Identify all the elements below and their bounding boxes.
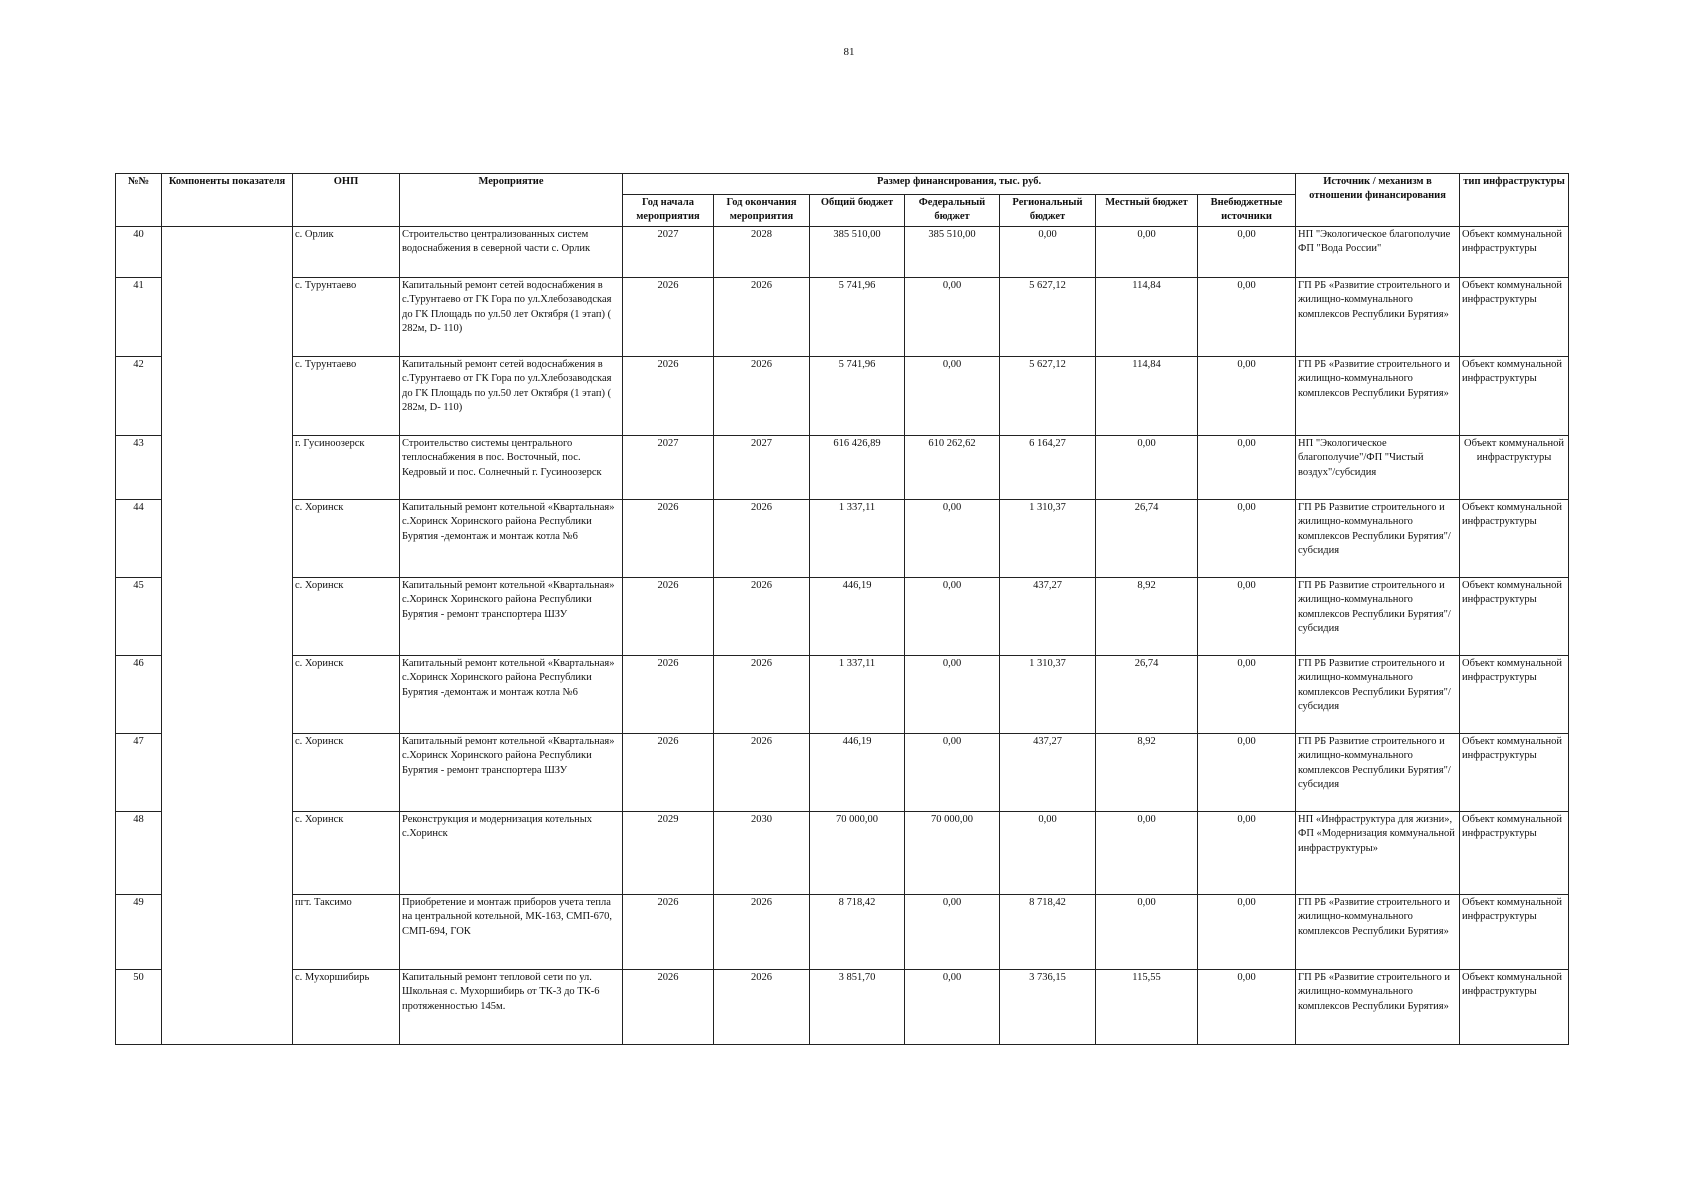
cell-num: 49	[116, 895, 162, 970]
cell-year-start: 2026	[623, 656, 714, 734]
header-federal: Федеральный бюджет	[905, 195, 1000, 227]
cell-source: ГП РБ «Развитие строительного и жилищно-коммунального комплексов Республики Бурятия»	[1296, 278, 1460, 357]
cell-onp: с. Орлик	[293, 227, 400, 278]
table-row	[116, 436, 1569, 500]
table-row	[116, 656, 1569, 734]
cell-num: 45	[116, 578, 162, 656]
cell-onp: с. Хоринск	[293, 734, 400, 812]
financing-table	[115, 173, 1569, 1045]
cell-total: 616 426,89	[810, 436, 905, 500]
cell-extra: 0,00	[1198, 436, 1296, 500]
cell-onp: с. Турунтаево	[293, 278, 400, 357]
header-year-end: Год окончания мероприятия	[714, 195, 810, 227]
cell-local: 114,84	[1096, 357, 1198, 436]
cell-onp: с. Турунтаево	[293, 357, 400, 436]
header-num: №№	[116, 174, 162, 227]
page-number: 81	[843, 46, 855, 58]
cell-year-end: 2026	[714, 278, 810, 357]
header-financing: Размер финансирования, тыс. руб.	[623, 174, 1296, 195]
cell-year-start: 2026	[623, 970, 714, 1045]
cell-event: Капитальный ремонт сетей водоснабжения в с.Турунтаево от ГК Гора по ул.Хлебозаводская до ГК Площадь по ул.50 лет Октября (1 этап) ( 282м, D- 110)	[400, 357, 623, 436]
cell-total: 5 741,96	[810, 278, 905, 357]
cell-year-start: 2029	[623, 812, 714, 895]
cell-regional: 3 736,15	[1000, 970, 1096, 1045]
cell-source: ГП РБ Развитие строительного и жилищно-коммунального комплексов Республики Бурятия"/субсидия	[1296, 578, 1460, 656]
cell-federal: 0,00	[905, 278, 1000, 357]
cell-total: 446,19	[810, 578, 905, 656]
cell-regional: 8 718,42	[1000, 895, 1096, 970]
cell-local: 0,00	[1096, 895, 1198, 970]
cell-extra: 0,00	[1198, 278, 1296, 357]
cell-num: 46	[116, 656, 162, 734]
cell-year-end: 2027	[714, 436, 810, 500]
header-component: Компоненты показателя	[162, 174, 293, 227]
cell-regional: 1 310,37	[1000, 500, 1096, 578]
cell-infra: Объект коммунальной инфраструктуры	[1460, 895, 1569, 970]
cell-onp: с. Хоринск	[293, 578, 400, 656]
cell-year-end: 2028	[714, 227, 810, 278]
cell-source: НП «Инфраструктура для жизни», ФП «Модернизация коммунальной инфраструктуры»	[1296, 812, 1460, 895]
cell-local: 26,74	[1096, 500, 1198, 578]
cell-total: 385 510,00	[810, 227, 905, 278]
cell-infra: Объект коммунальной инфраструктуры	[1460, 734, 1569, 812]
cell-onp: с. Хоринск	[293, 500, 400, 578]
cell-year-start: 2026	[623, 357, 714, 436]
cell-regional: 0,00	[1000, 227, 1096, 278]
cell-infra: Объект коммунальной инфраструктуры	[1460, 436, 1569, 500]
header-total: Общий бюджет	[810, 195, 905, 227]
table-row	[116, 278, 1569, 357]
table-row	[116, 970, 1569, 1045]
cell-regional: 5 627,12	[1000, 278, 1096, 357]
cell-component	[162, 227, 293, 1045]
cell-infra: Объект коммунальной инфраструктуры	[1460, 656, 1569, 734]
cell-onp: с. Мухоршибирь	[293, 970, 400, 1045]
cell-event: Капитальный ремонт котельной «Квартальная» с.Хоринск Хоринского района Республики Бурятия -демонтаж и монтаж котла №6	[400, 500, 623, 578]
cell-source: ГП РБ Развитие строительного и жилищно-коммунального комплексов Республики Бурятия"/субсидия	[1296, 500, 1460, 578]
cell-source: ГП РБ «Развитие строительного и жилищно-коммунального комплексов Республики Бурятия»	[1296, 357, 1460, 436]
cell-event: Капитальный ремонт котельной «Квартальная» с.Хоринск Хоринского района Республики Бурятия - ремонт транспортера ШЗУ	[400, 734, 623, 812]
cell-year-start: 2026	[623, 278, 714, 357]
cell-infra: Объект коммунальной инфраструктуры	[1460, 227, 1569, 278]
cell-num: 44	[116, 500, 162, 578]
cell-federal: 70 000,00	[905, 812, 1000, 895]
cell-federal: 0,00	[905, 734, 1000, 812]
cell-year-end: 2030	[714, 812, 810, 895]
cell-infra: Объект коммунальной инфраструктуры	[1460, 812, 1569, 895]
header-regional: Региональный бюджет	[1000, 195, 1096, 227]
header-extra: Внебюджетные источники	[1198, 195, 1296, 227]
table-row	[116, 812, 1569, 895]
cell-onp: с. Хоринск	[293, 656, 400, 734]
cell-event: Капитальный ремонт котельной «Квартальная» с.Хоринск Хоринского района Республики Бурятия -демонтаж и монтаж котла №6	[400, 656, 623, 734]
cell-event: Капитальный ремонт тепловой сети по ул. Школьная с. Мухоршибирь от ТК-3 до ТК-6 протяженностью 145м.	[400, 970, 623, 1045]
cell-event: Капитальный ремонт сетей водоснабжения в с.Турунтаево от ГК Гора по ул.Хлебозаводская до ГК Площадь по ул.50 лет Октября (1 этап) ( 282м, D- 110)	[400, 278, 623, 357]
cell-federal: 0,00	[905, 970, 1000, 1045]
header-source: Источник / механизм в отношении финансирования	[1296, 174, 1460, 227]
table-row	[116, 227, 1569, 278]
cell-infra: Объект коммунальной инфраструктуры	[1460, 278, 1569, 357]
cell-total: 5 741,96	[810, 357, 905, 436]
cell-extra: 0,00	[1198, 895, 1296, 970]
cell-extra: 0,00	[1198, 357, 1296, 436]
cell-year-start: 2026	[623, 895, 714, 970]
cell-year-end: 2026	[714, 734, 810, 812]
cell-federal: 0,00	[905, 357, 1000, 436]
cell-regional: 437,27	[1000, 734, 1096, 812]
header-onp: ОНП	[293, 174, 400, 227]
cell-source: НП "Экологическое благополучие ФП "Вода России"	[1296, 227, 1460, 278]
table-row	[116, 500, 1569, 578]
cell-total: 8 718,42	[810, 895, 905, 970]
cell-num: 43	[116, 436, 162, 500]
cell-source: НП "Экологическое благополучие"/ФП "Чистый воздух"/субсидия	[1296, 436, 1460, 500]
cell-event: Строительство централизованных систем водоснабжения в северной части с. Орлик	[400, 227, 623, 278]
cell-local: 0,00	[1096, 227, 1198, 278]
cell-regional: 5 627,12	[1000, 357, 1096, 436]
cell-event: Приобретение и монтаж приборов учета тепла на центральной котельной, МК-163, СМП-670, СМП-694, ГОК	[400, 895, 623, 970]
table-row	[116, 895, 1569, 970]
cell-year-end: 2026	[714, 895, 810, 970]
cell-total: 70 000,00	[810, 812, 905, 895]
cell-source: ГП РБ Развитие строительного и жилищно-коммунального комплексов Республики Бурятия"/субсидия	[1296, 734, 1460, 812]
cell-infra: Объект коммунальной инфраструктуры	[1460, 578, 1569, 656]
cell-extra: 0,00	[1198, 578, 1296, 656]
cell-source: ГП РБ «Развитие строительного и жилищно-коммунального комплексов Республики Бурятия»	[1296, 895, 1460, 970]
cell-year-start: 2027	[623, 436, 714, 500]
table-row	[116, 734, 1569, 812]
cell-year-end: 2026	[714, 656, 810, 734]
cell-year-start: 2026	[623, 500, 714, 578]
cell-num: 40	[116, 227, 162, 278]
cell-event: Капитальный ремонт котельной «Квартальная» с.Хоринск Хоринского района Республики Бурятия - ремонт транспортера ШЗУ	[400, 578, 623, 656]
cell-local: 0,00	[1096, 436, 1198, 500]
cell-local: 115,55	[1096, 970, 1198, 1045]
cell-regional: 6 164,27	[1000, 436, 1096, 500]
cell-regional: 1 310,37	[1000, 656, 1096, 734]
cell-year-end: 2026	[714, 357, 810, 436]
header-local: Местный бюджет	[1096, 195, 1198, 227]
header-year-start: Год начала мероприятия	[623, 195, 714, 227]
cell-year-end: 2026	[714, 578, 810, 656]
cell-num: 47	[116, 734, 162, 812]
cell-local: 114,84	[1096, 278, 1198, 357]
cell-num: 41	[116, 278, 162, 357]
cell-source: ГП РБ «Развитие строительного и жилищно-коммунального комплексов Республики Бурятия»	[1296, 970, 1460, 1045]
cell-event: Строительство системы центрального теплоснабжения в пос. Восточный, пос. Кедровый и пос. Солнечный г. Гусиноозерск	[400, 436, 623, 500]
cell-year-start: 2026	[623, 734, 714, 812]
cell-year-start: 2026	[623, 578, 714, 656]
table-row	[116, 578, 1569, 656]
cell-num: 48	[116, 812, 162, 895]
cell-onp: с. Хоринск	[293, 812, 400, 895]
cell-local: 8,92	[1096, 734, 1198, 812]
header-infra: тип инфраструктуры	[1460, 174, 1569, 227]
cell-federal: 385 510,00	[905, 227, 1000, 278]
cell-event: Реконструкция и модернизация котельных с.Хоринск	[400, 812, 623, 895]
cell-federal: 610 262,62	[905, 436, 1000, 500]
cell-extra: 0,00	[1198, 227, 1296, 278]
cell-year-start: 2027	[623, 227, 714, 278]
cell-infra: Объект коммунальной инфраструктуры	[1460, 970, 1569, 1045]
cell-extra: 0,00	[1198, 812, 1296, 895]
cell-infra: Объект коммунальной инфраструктуры	[1460, 357, 1569, 436]
table-header	[116, 174, 1569, 227]
cell-num: 50	[116, 970, 162, 1045]
cell-local: 26,74	[1096, 656, 1198, 734]
cell-local: 8,92	[1096, 578, 1198, 656]
cell-infra: Объект коммунальной инфраструктуры	[1460, 500, 1569, 578]
table-row	[116, 357, 1569, 436]
cell-year-end: 2026	[714, 500, 810, 578]
cell-source: ГП РБ Развитие строительного и жилищно-коммунального комплексов Республики Бурятия"/субсидия	[1296, 656, 1460, 734]
cell-federal: 0,00	[905, 578, 1000, 656]
cell-total: 1 337,11	[810, 500, 905, 578]
cell-onp: г. Гусиноозерск	[293, 436, 400, 500]
cell-extra: 0,00	[1198, 656, 1296, 734]
cell-onp: пгт. Таксимо	[293, 895, 400, 970]
cell-local: 0,00	[1096, 812, 1198, 895]
cell-year-end: 2026	[714, 970, 810, 1045]
cell-federal: 0,00	[905, 500, 1000, 578]
cell-extra: 0,00	[1198, 500, 1296, 578]
cell-federal: 0,00	[905, 895, 1000, 970]
cell-federal: 0,00	[905, 656, 1000, 734]
header-event: Мероприятие	[400, 174, 623, 227]
cell-num: 42	[116, 357, 162, 436]
cell-extra: 0,00	[1198, 970, 1296, 1045]
cell-total: 446,19	[810, 734, 905, 812]
cell-extra: 0,00	[1198, 734, 1296, 812]
cell-regional: 437,27	[1000, 578, 1096, 656]
cell-total: 3 851,70	[810, 970, 905, 1045]
table-body	[116, 227, 1569, 1045]
cell-total: 1 337,11	[810, 656, 905, 734]
cell-regional: 0,00	[1000, 812, 1096, 895]
